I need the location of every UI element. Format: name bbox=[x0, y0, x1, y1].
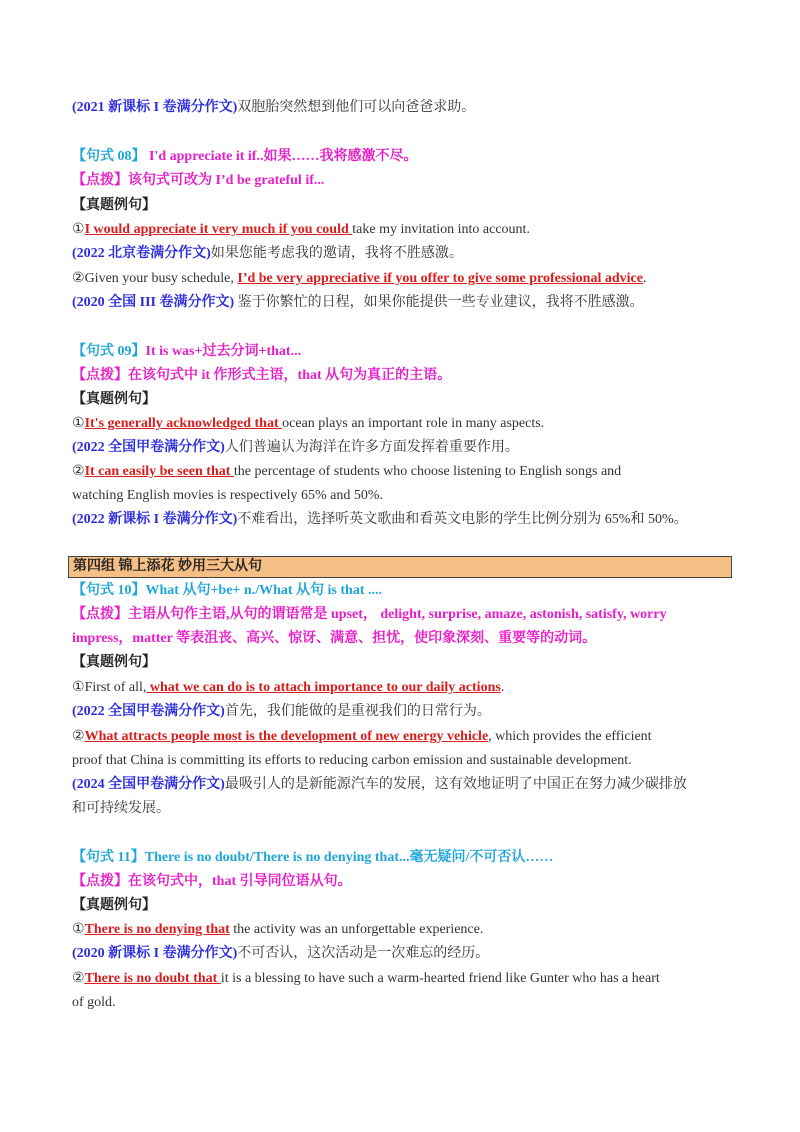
tip-continuation: impress，matter 等表沮丧、高兴、惊讶、满意、担忧，使印象深刻、重要等的动词。 bbox=[72, 631, 597, 646]
pattern-tip-09 bbox=[72, 366, 728, 386]
pattern-tip-11 bbox=[72, 872, 728, 892]
source-tag: (2022 新课标 I 卷满分作文) bbox=[72, 512, 238, 527]
source-tag: (2021 新课标 I 卷满分作文) bbox=[72, 100, 238, 115]
translation-text: 鉴于你繁忙的日程，如果你能提供一些专业建议，我将不胜感激。 bbox=[234, 295, 644, 310]
tip-text: 在该句式中 it 作形式主语，that 从句为真正的主语。 bbox=[128, 368, 452, 383]
example-number: ② bbox=[72, 729, 85, 744]
highlighted-phrase: I’d be very appreciative if you offer to give some professional advice bbox=[237, 271, 643, 286]
source-tag: (2022 北京卷满分作文) bbox=[72, 246, 211, 261]
example-sentence bbox=[72, 220, 728, 240]
pattern-heading-09 bbox=[72, 342, 728, 362]
example-rest: . bbox=[500, 680, 505, 695]
pattern-tag: 【句式 09】 bbox=[72, 344, 146, 359]
source-tag: (2020 新课标 I 卷满分作文) bbox=[72, 946, 238, 961]
pattern-heading-10 bbox=[72, 581, 728, 601]
example-rest: it is a blessing to have such a warm-hearted friend like Gunter who has a heart bbox=[220, 971, 660, 986]
example-prefix: Given your busy schedule, bbox=[84, 271, 238, 286]
tip-text: 该句式可改为 I’d be grateful if... bbox=[128, 173, 325, 188]
tip-text: 主语从句作主语,从句的谓语常是 upset， delight, surprise, amaze, astonish, satisfy, worry bbox=[128, 607, 667, 622]
example-rest: , which provides the efficient bbox=[488, 729, 652, 744]
highlighted-phrase: There is no denying that bbox=[84, 922, 230, 937]
tip-tag: 【点拨】 bbox=[72, 368, 128, 383]
translation-text: 不难看出，选择听英文歌曲和看英文电影的学生比例分别为 65%和 50%。 bbox=[237, 512, 688, 527]
example-number: ② bbox=[72, 464, 85, 479]
example-sentence bbox=[72, 462, 728, 482]
translation-text: 人们普遍认为海洋在许多方面发挥着重要作用。 bbox=[224, 440, 519, 455]
example-continuation: of gold. bbox=[72, 995, 116, 1010]
example-rest: the activity was an unforgettable experience. bbox=[229, 922, 484, 937]
tip-tag: 【点拨】 bbox=[72, 173, 128, 188]
pattern-heading-11 bbox=[72, 848, 728, 868]
source-tag: (2022 全国甲卷满分作文) bbox=[72, 440, 225, 455]
group-heading-bar: 第四组 锦上添花 妙用三大从句 bbox=[68, 556, 732, 578]
examples-heading-09: 【真题例句】 bbox=[72, 392, 156, 407]
example-number: ② bbox=[72, 271, 85, 286]
translation-text: 如果您能考虑我的邀请，我将不胜感激。 bbox=[210, 246, 463, 261]
pattern-text: It is was+过去分词+that... bbox=[145, 344, 302, 359]
example-number: ① bbox=[72, 416, 85, 431]
example-rest: . bbox=[642, 271, 647, 286]
source-tag: (2024 全国甲卷满分作文) bbox=[72, 777, 225, 792]
pattern-text: There is no doubt/There is no denying that...毫无疑问/不可否认…… bbox=[144, 850, 554, 865]
example-continuation: watching English movies is respectively 65% and 50%. bbox=[72, 488, 384, 503]
pattern-tip-08 bbox=[72, 171, 728, 191]
tip-text: 在该句式中，that 引导同位语从句。 bbox=[128, 874, 352, 889]
tip-tag: 【点拨】 bbox=[72, 607, 128, 622]
highlighted-phrase: It's generally acknowledged that bbox=[84, 416, 283, 431]
examples-heading-08: 【真题例句】 bbox=[72, 198, 156, 213]
example-sentence bbox=[72, 969, 728, 989]
source-tag: (2020 全国 III 卷满分作文) bbox=[72, 295, 235, 310]
example-number: ① bbox=[72, 922, 85, 937]
example-source-line bbox=[72, 438, 728, 458]
translation-continuation: 和可持续发展。 bbox=[72, 801, 170, 816]
example-rest: the percentage of students who choose listening to English songs and bbox=[233, 464, 622, 479]
pattern-text: I'd appreciate it if..如果……我将感激不尽。 bbox=[145, 149, 418, 164]
tip-tag: 【点拨】 bbox=[72, 874, 128, 889]
example-number: ② bbox=[72, 971, 85, 986]
pattern-tip-10 bbox=[72, 605, 728, 625]
pattern-text: What 从句+be+ n./What 从句 is that .... bbox=[145, 583, 382, 598]
pattern-tag: 【句式 08】 bbox=[72, 149, 146, 164]
example-rest: take my invitation into account. bbox=[352, 222, 530, 237]
example-source-line bbox=[72, 775, 728, 795]
example-source-line bbox=[72, 293, 728, 313]
example-sentence bbox=[72, 269, 728, 289]
highlighted-phrase: There is no doubt that bbox=[84, 971, 221, 986]
example-prefix: First of all, bbox=[84, 680, 147, 695]
highlighted-phrase: what we can do is to attach importance to our daily actions bbox=[146, 680, 501, 695]
pattern-heading-08 bbox=[72, 147, 728, 167]
example-source-line bbox=[72, 702, 728, 722]
example-sentence bbox=[72, 414, 728, 434]
example-source-line bbox=[72, 244, 728, 264]
examples-heading-11: 【真题例句】 bbox=[72, 898, 156, 913]
example-rest: ocean plays an important role in many aspects. bbox=[282, 416, 545, 431]
highlighted-phrase: It can easily be seen that bbox=[84, 464, 234, 479]
example-number: ① bbox=[72, 222, 85, 237]
example-sentence bbox=[72, 678, 728, 698]
example-source-line bbox=[72, 944, 728, 964]
translation-text: 最吸引人的是新能源汽车的发展，这有效地证明了中国正在努力减少碳排放 bbox=[224, 777, 687, 792]
examples-heading-10: 【真题例句】 bbox=[72, 655, 156, 670]
example-sentence bbox=[72, 727, 728, 747]
pattern-tag: 【句式 11】 bbox=[72, 850, 145, 865]
highlighted-phrase: I would appreciate it very much if you could bbox=[84, 222, 353, 237]
highlighted-phrase: What attracts people most is the development of new energy vehicle bbox=[84, 729, 489, 744]
example-number: ① bbox=[72, 680, 85, 695]
example-sentence bbox=[72, 920, 728, 940]
translation-text: 首先，我们能做的是重视我们的日常行为。 bbox=[224, 704, 491, 719]
example-source-line bbox=[72, 510, 728, 530]
translation-text: 双胞胎突然想到他们可以向爸爸求助。 bbox=[237, 100, 476, 115]
pattern-tag: 【句式 10】 bbox=[72, 583, 146, 598]
source-tag: (2022 全国甲卷满分作文) bbox=[72, 704, 225, 719]
example-source-line bbox=[72, 98, 728, 118]
example-continuation: proof that China is committing its efforts to reducing carbon emission and sustainable development. bbox=[72, 753, 632, 768]
translation-text: 不可否认，这次活动是一次难忘的经历。 bbox=[237, 946, 490, 961]
